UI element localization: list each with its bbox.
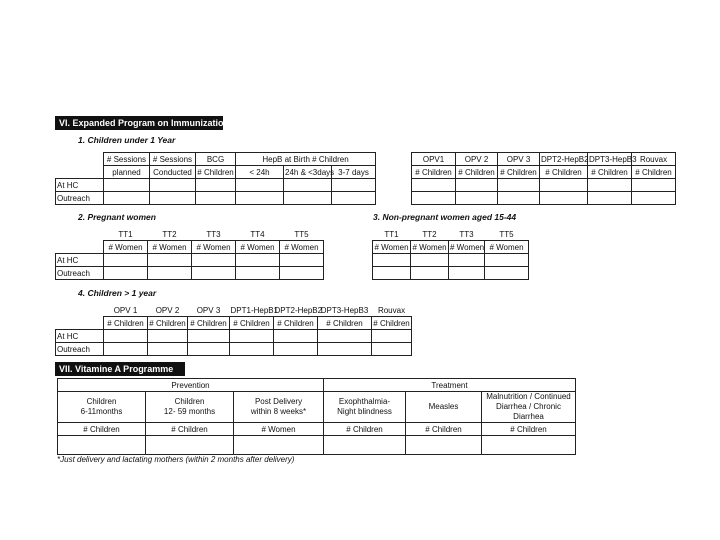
unit-label: # Women [192, 241, 236, 254]
unit-label: # Children [373, 318, 410, 328]
entry-cell[interactable] [104, 267, 148, 280]
header-treatment: Treatment [324, 379, 576, 392]
col-line2: within 8 weeks* [250, 407, 307, 416]
col-tt1: TT1 [384, 229, 399, 239]
col-line1: Exophthalmia- [338, 397, 391, 406]
entry-cell[interactable] [412, 192, 456, 205]
row-label-at-hc: At HC [56, 179, 104, 192]
entry-cell[interactable] [449, 267, 485, 280]
col-sessions-conducted: # Sessions [150, 153, 196, 166]
unit-label: # Children [588, 166, 632, 179]
entry-cell[interactable] [274, 343, 318, 356]
entry-cell[interactable] [632, 192, 676, 205]
entry-cell[interactable] [284, 179, 332, 192]
col-line2: 12- 59 months [163, 407, 216, 416]
table-pregnant-women [55, 228, 324, 280]
subtitle-children-under-1: 1. Children under 1 Year [78, 135, 176, 145]
col-line1: Children [86, 397, 117, 406]
col-children-6-11 [58, 392, 146, 423]
entry-cell[interactable] [104, 179, 150, 192]
section-title-epi: VI. Expanded Program on Immunization [55, 116, 223, 130]
table-children-over-1 [55, 304, 412, 356]
entry-cell[interactable] [104, 192, 150, 205]
table-row [56, 343, 412, 356]
entry-cell[interactable] [234, 436, 324, 455]
entry-cell[interactable] [372, 330, 412, 343]
col-line1: Measles [428, 402, 459, 411]
entry-cell[interactable] [449, 254, 485, 267]
col-exophthalmia [324, 392, 406, 423]
unit-label: # Children [230, 317, 274, 330]
col-tt3: TT3 [459, 229, 474, 239]
unit-label: 24h & <3days [285, 167, 335, 177]
col-opv1: OPV1 [412, 153, 456, 166]
entry-cell[interactable] [230, 343, 274, 356]
entry-cell[interactable] [632, 179, 676, 192]
unit-label: # Children [274, 317, 318, 330]
subtitle-non-pregnant-women: 3. Non-pregnant women aged 15-44 [373, 212, 517, 222]
entry-cell[interactable] [58, 436, 146, 455]
col-dpt1-hepb1: DPT1-HepB1 [230, 305, 279, 315]
footnote: *Just delivery and lactating mothers (within 2 months after delivery) [57, 455, 295, 464]
unit-label: # Women [280, 241, 324, 254]
unit-label: # Women [148, 241, 192, 254]
unit-label: # Children [149, 318, 186, 328]
entry-cell[interactable] [236, 267, 280, 280]
unit-label: # Women [450, 242, 485, 252]
entry-cell[interactable] [150, 179, 196, 192]
entry-cell[interactable] [373, 254, 411, 267]
entry-cell[interactable] [588, 179, 632, 192]
unit-label: # Women [104, 241, 148, 254]
entry-cell[interactable] [148, 254, 192, 267]
entry-cell[interactable] [324, 436, 406, 455]
col-line2: Night blindness [337, 407, 392, 416]
entry-cell[interactable] [148, 330, 188, 343]
entry-cell[interactable] [104, 343, 148, 356]
entry-cell[interactable] [192, 254, 236, 267]
entry-cell[interactable] [230, 330, 274, 343]
entry-cell[interactable] [148, 343, 188, 356]
entry-cell[interactable] [196, 179, 236, 192]
entry-cell[interactable] [498, 179, 540, 192]
unit-label: 3-7 days [332, 166, 376, 179]
col-tt1: TT1 [118, 229, 133, 239]
col-rouvax: Rouvax [377, 305, 406, 315]
entry-cell[interactable] [482, 436, 576, 455]
entry-cell[interactable] [188, 330, 230, 343]
entry-cell[interactable] [274, 330, 318, 343]
col-children-12-59 [146, 392, 234, 423]
row-label-outreach: Outreach [56, 192, 104, 205]
col-line1: Children [174, 397, 205, 406]
unit-label: # Women [412, 242, 447, 252]
col-rouvax: Rouvax [632, 153, 676, 166]
col-tt4: TT4 [250, 229, 265, 239]
col-bcg: BCG [196, 153, 236, 166]
unit-label: # Women [374, 242, 409, 252]
unit-label: # Children [632, 166, 676, 179]
entry-cell[interactable] [456, 192, 498, 205]
col-measles [406, 392, 482, 423]
entry-cell[interactable] [192, 267, 236, 280]
entry-cell[interactable] [456, 179, 498, 192]
entry-cell[interactable] [148, 267, 192, 280]
entry-cell[interactable] [280, 267, 324, 280]
entry-cell[interactable] [146, 436, 234, 455]
table-row [56, 192, 676, 205]
unit-label: Conducted [150, 166, 196, 179]
entry-cell[interactable] [498, 192, 540, 205]
unit-label: < 24h [236, 166, 284, 179]
col-line1: Malnutrition / Continued [486, 392, 571, 401]
unit-label: # Children [146, 423, 234, 436]
entry-cell[interactable] [284, 192, 332, 205]
col-tt2: TT2 [162, 229, 177, 239]
col-tt2: TT2 [422, 229, 437, 239]
table-row [56, 267, 324, 280]
entry-cell[interactable] [104, 330, 148, 343]
col-post-delivery [234, 392, 324, 423]
row-label-at-hc: At HC [56, 254, 104, 267]
col-opv2: OPV 2 [155, 305, 180, 315]
col-sessions-planned: # Sessions [104, 153, 150, 166]
entry-cell[interactable] [485, 254, 529, 267]
col-tt3: TT3 [206, 229, 221, 239]
unit-label: # Women [236, 241, 280, 254]
col-tt5: TT5 [499, 229, 514, 239]
unit-label: # Children [188, 317, 230, 330]
entry-cell[interactable] [411, 267, 449, 280]
col-opv1: OPV 1 [113, 305, 138, 315]
entry-cell[interactable] [236, 192, 284, 205]
entry-cell[interactable] [411, 254, 449, 267]
unit-label: # Children [498, 166, 540, 179]
unit-label: # Children [482, 423, 576, 436]
entry-cell[interactable] [540, 192, 588, 205]
col-line2: 6-11months [80, 407, 123, 416]
unit-label: # Children [456, 166, 498, 179]
entry-cell[interactable] [318, 343, 372, 356]
section-title-vitamin-a: VII. Vitamine A Programme [55, 362, 185, 376]
table-row [56, 179, 676, 192]
table-row [56, 330, 412, 343]
subtitle-children-over-1: 4. Children > 1 year [78, 288, 157, 298]
entry-cell[interactable] [406, 436, 482, 455]
unit-label: # Children [318, 317, 372, 330]
entry-cell[interactable] [540, 179, 588, 192]
col-line2: Diarrhea / Chronic Diarrhea [496, 402, 561, 421]
table-vitamin-a [57, 378, 576, 455]
col-dpt2-hepb2: DPT2-HepB2 [274, 305, 323, 315]
table-row [373, 254, 529, 267]
entry-cell[interactable] [236, 254, 280, 267]
table-children-under-1 [55, 152, 676, 205]
col-dpt3-hepb3: DPT3-HepB3 [320, 305, 369, 315]
unit-label: # Women [485, 241, 529, 254]
entry-cell[interactable] [236, 179, 284, 192]
col-tt5: TT5 [294, 229, 309, 239]
col-opv3: OPV 3 [196, 305, 221, 315]
entry-cell[interactable] [412, 179, 456, 192]
unit-label: # Children [412, 166, 456, 179]
col-hepb-birth: HepB at Birth # Children [236, 153, 376, 166]
col-malnutrition [482, 392, 576, 423]
subtitle-pregnant-women: 2. Pregnant women [78, 212, 156, 222]
unit-label: # Children [540, 166, 588, 179]
entry-cell[interactable] [372, 343, 412, 356]
entry-cell[interactable] [150, 192, 196, 205]
col-opv2: OPV 2 [456, 153, 498, 166]
entry-cell[interactable] [196, 192, 236, 205]
col-opv3: OPV 3 [498, 153, 540, 166]
header-prevention: Prevention [58, 379, 324, 392]
row-label-outreach: Outreach [56, 343, 104, 356]
col-line1: Post Delivery [254, 397, 303, 406]
entry-cell[interactable] [280, 254, 324, 267]
unit-label: # Children [104, 317, 148, 330]
col-dpt2-hepb2: DPT2-HepB2 [541, 154, 589, 164]
entry-cell[interactable] [188, 343, 230, 356]
entry-cell[interactable] [373, 267, 411, 280]
entry-cell[interactable] [104, 254, 148, 267]
row-label-at-hc: At HC [56, 330, 104, 343]
table-row [373, 267, 529, 280]
entry-cell[interactable] [332, 192, 376, 205]
entry-cell[interactable] [332, 179, 376, 192]
row-label-outreach: Outreach [56, 267, 104, 280]
unit-label: # Children [197, 167, 234, 177]
unit-label: planned [104, 166, 150, 179]
unit-label: # Children [324, 423, 406, 436]
unit-label: # Children [58, 423, 146, 436]
table-non-pregnant-women [372, 228, 529, 280]
unit-label: # Women [234, 423, 324, 436]
table-row [58, 436, 576, 455]
col-dpt3-hepb3: DPT3-HepB3 [589, 154, 637, 164]
unit-label: # Children [406, 423, 482, 436]
entry-cell[interactable] [318, 330, 372, 343]
table-row [56, 254, 324, 267]
entry-cell[interactable] [588, 192, 632, 205]
entry-cell[interactable] [485, 267, 529, 280]
